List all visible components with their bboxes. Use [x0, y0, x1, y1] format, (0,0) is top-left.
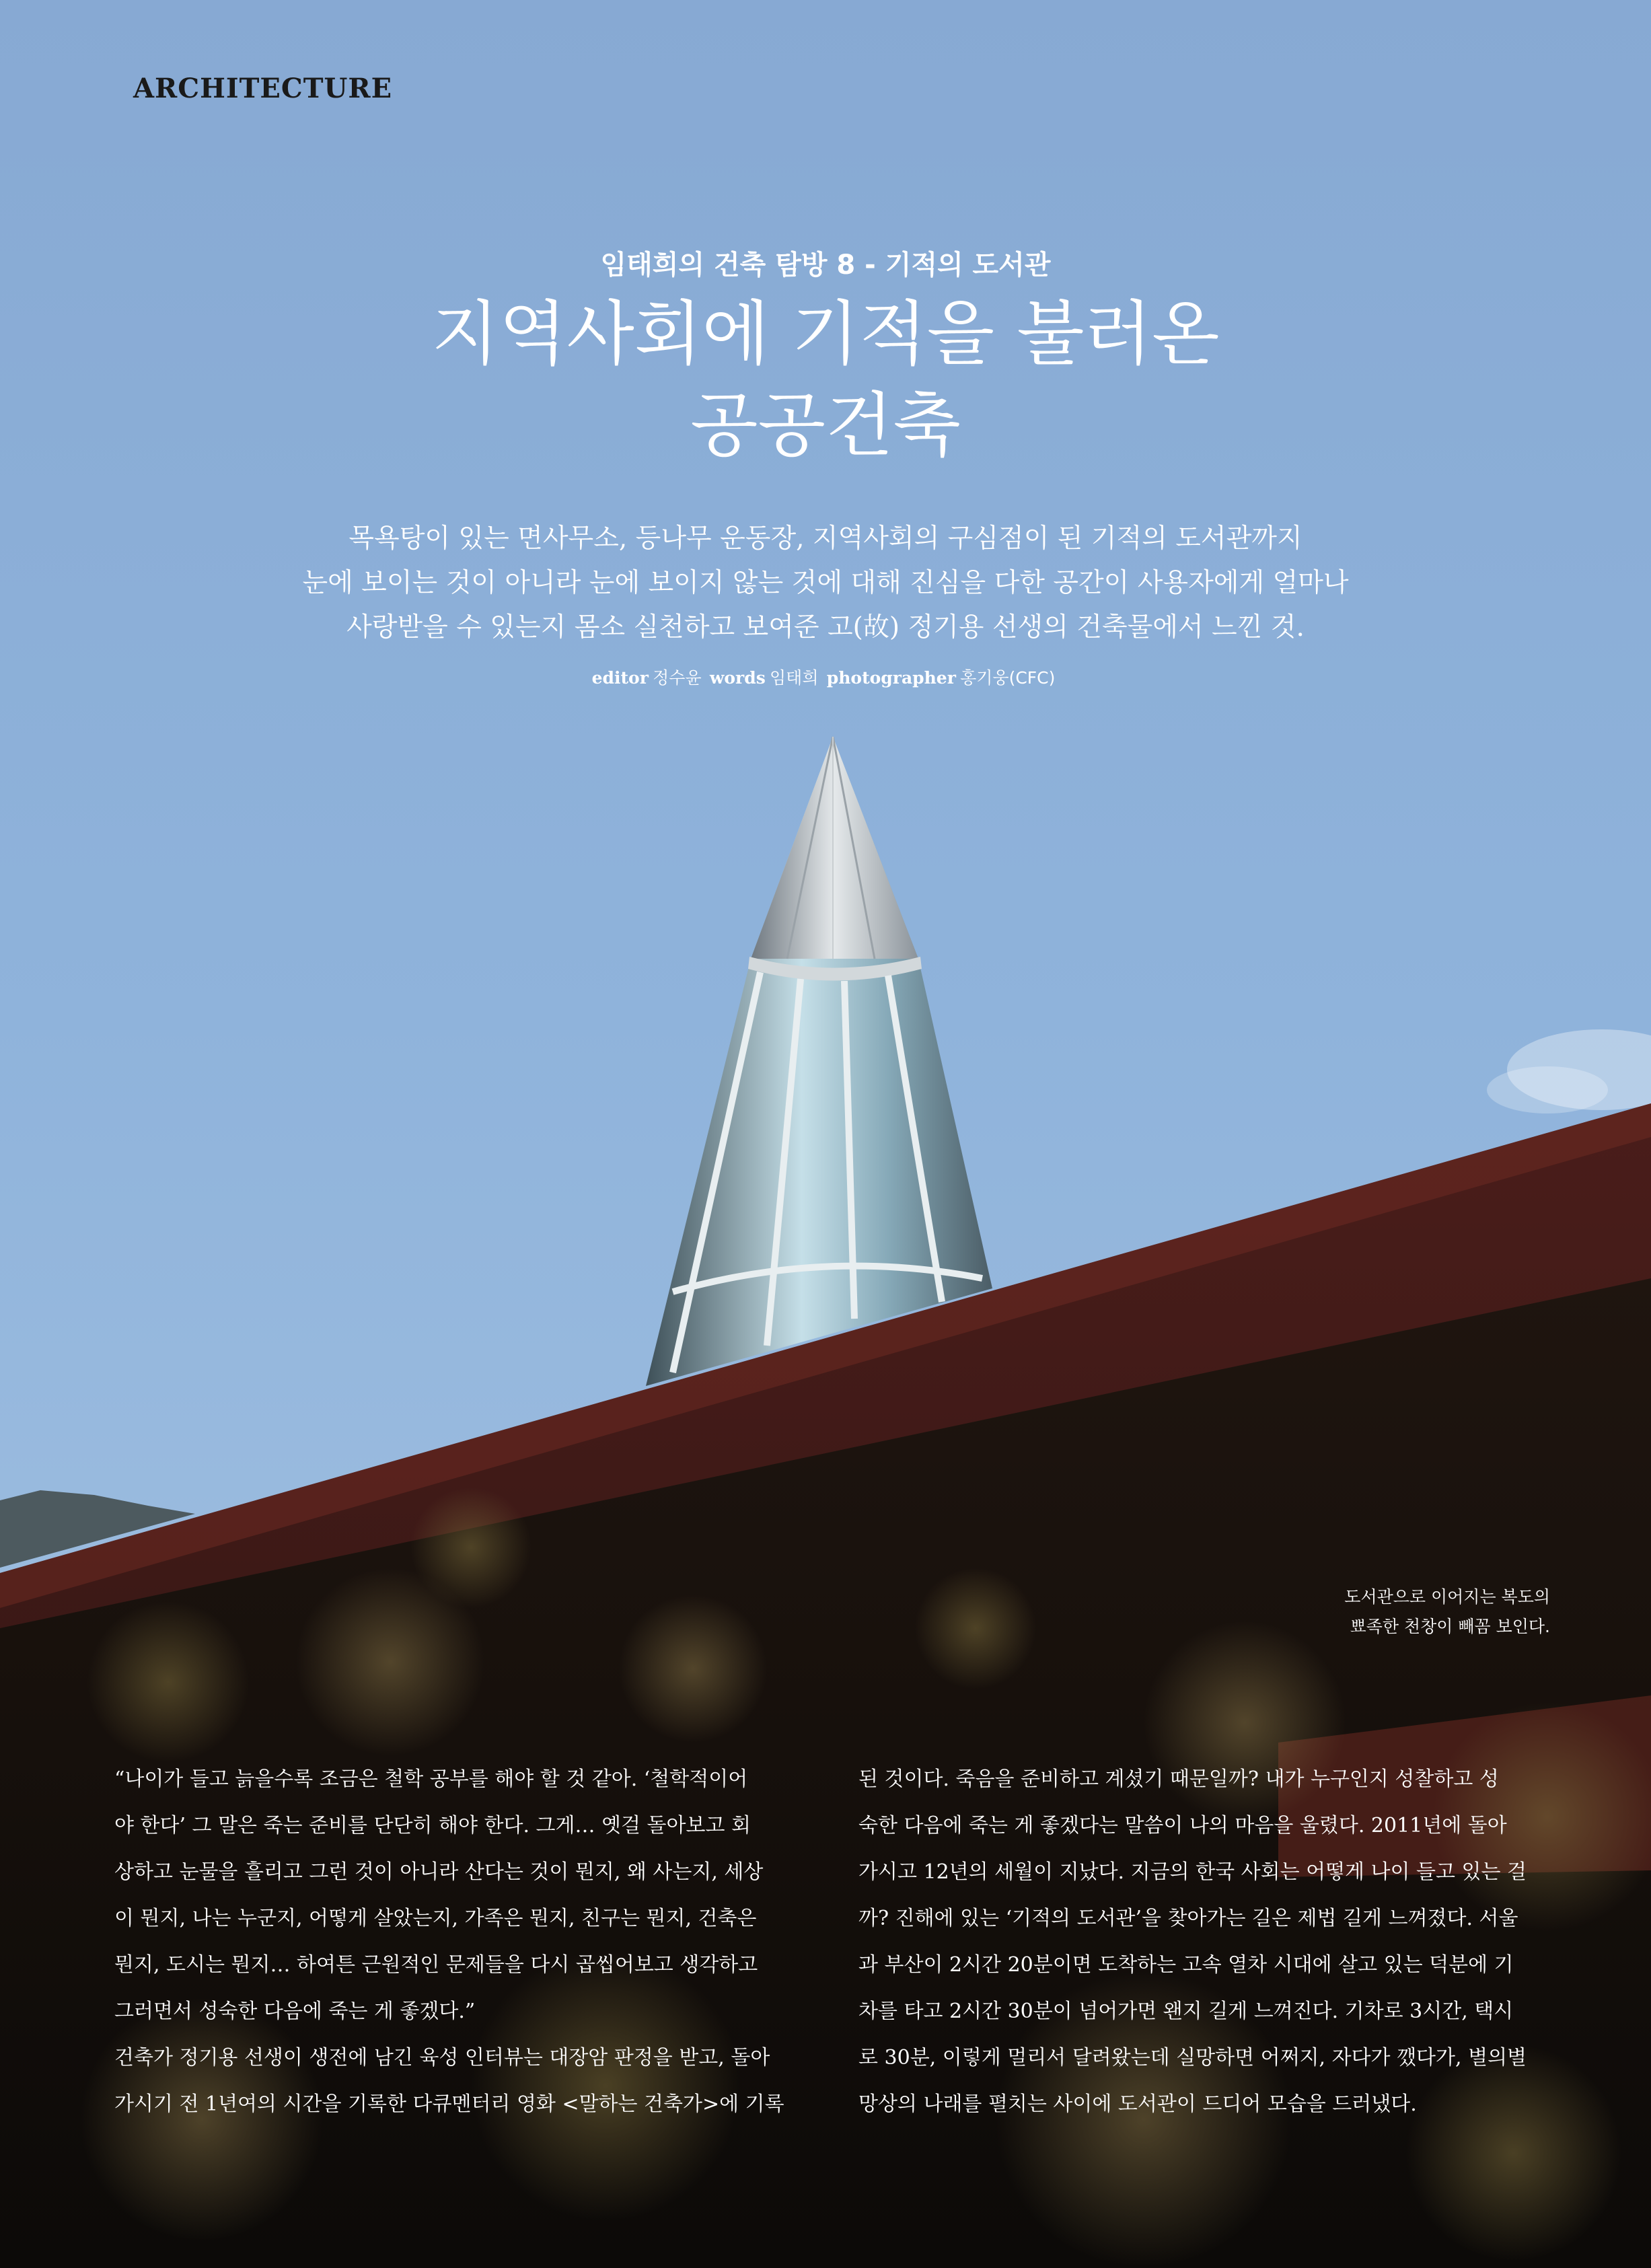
lede-line-1: 목욕탕이 있는 면사무소, 등나무 운동장, 지역사회의 구심점이 된 기적의 도서관까지	[348, 523, 1303, 554]
body-line: 이 뭔지, 나는 누군지, 어떻게 살았는지, 가족은 뭔지, 친구는 뭔지, 건축은	[114, 1907, 757, 1930]
section-label: ARCHITECTURE	[133, 73, 393, 104]
body-line: 건축가 정기용 선생이 생전에 남긴 육성 인터뷰는 대장암 판정을 받고, 돌아	[114, 2046, 770, 2070]
series-title: 임태희의 건축 탐방 8 - 기적의 도서관	[600, 250, 1051, 281]
headline-line-2: 공공건축	[690, 384, 961, 466]
body-line: 상하고 눈물을 흘리고 그런 것이 아니라 산다는 것이 뭔지, 왜 사는지, 세상	[114, 1860, 764, 1884]
lede-line-2: 눈에 보이는 것이 아니라 눈에 보이지 않는 것에 대해 진심을 다한 공간이 사용자에게 얼마나	[302, 568, 1349, 598]
words-name: 임태희	[770, 668, 819, 688]
editor-name: 정수윤	[653, 668, 702, 688]
caption-line-2: 뾰족한 천창이 빼꼼 보인다.	[1350, 1617, 1550, 1636]
headline-line-1: 지역사회에 기적을 불러온	[431, 293, 1220, 375]
words-label: words	[709, 668, 766, 688]
body-line: 된 것이다. 죽음을 준비하고 계셨기 때문일까? 내가 누구인지 성찰하고 성	[858, 1767, 1499, 1791]
body-line: 가시기 전 1년여의 시간을 기록한 다큐멘터리 영화 <말하는 건축가>에 기록	[114, 2092, 784, 2116]
credits	[0, 665, 1651, 689]
body-line: 가시고 12년의 세월이 지났다. 지금의 한국 사회는 어떻게 나이 들고 있는 걸	[858, 1860, 1527, 1884]
body-line: 숙한 다음에 죽는 게 좋겠다는 말씀이 나의 마음을 울렸다. 2011년에 돌아	[858, 1814, 1507, 1837]
body-column-right	[858, 1756, 1558, 2127]
lede-line-3: 사랑받을 수 있는지 몸소 실천하고 보여준 고(故) 정기용 선생의 건축물에서 느낀 것.	[346, 612, 1305, 643]
body-line: 뭔지, 도시는 뭔지… 하여튼 근원적인 문제들을 다시 곱씹어보고 생각하고	[114, 1953, 758, 1977]
body-line: 로 30분, 이렇게 멀리서 달려왔는데 실망하면 어쩌지, 자다가 깼다가, 별의별	[858, 2046, 1527, 2070]
body-line: “나이가 들고 늙을수록 조금은 철학 공부를 해야 할 것 같아. ‘철학적이어	[114, 1767, 748, 1791]
body-line: 망상의 나래를 펼치는 사이에 도서관이 드디어 모습을 드러냈다.	[858, 2092, 1417, 2116]
headline	[0, 288, 1651, 471]
caption-line-1: 도서관으로 이어지는 복도의	[1344, 1587, 1550, 1607]
photo-caption	[1344, 1582, 1550, 1642]
editor-label: editor	[591, 668, 649, 688]
photographer-name: 홍기웅(CFC)	[960, 668, 1056, 688]
photographer-label: photographer	[826, 668, 956, 688]
body-line: 까? 진해에 있는 ‘기적의 도서관’을 찾아가는 길은 제법 길게 느껴졌다. 서울	[858, 1907, 1518, 1930]
body-line: 과 부산이 2시간 20분이면 도착하는 고속 열차 시대에 살고 있는 덕분에 기	[858, 1953, 1514, 1977]
body-column-left	[114, 1756, 814, 2127]
body-line: 그러면서 성숙한 다음에 죽는 게 좋겠다.”	[114, 2000, 476, 2023]
lede	[0, 517, 1651, 650]
body-line: 차를 타고 2시간 30분이 넘어가면 왠지 길게 느껴진다. 기차로 3시간, 택시	[858, 2000, 1514, 2023]
body-line: 야 한다’ 그 말은 죽는 준비를 단단히 해야 한다. 그게… 옛걸 돌아보고 회	[114, 1814, 751, 1837]
